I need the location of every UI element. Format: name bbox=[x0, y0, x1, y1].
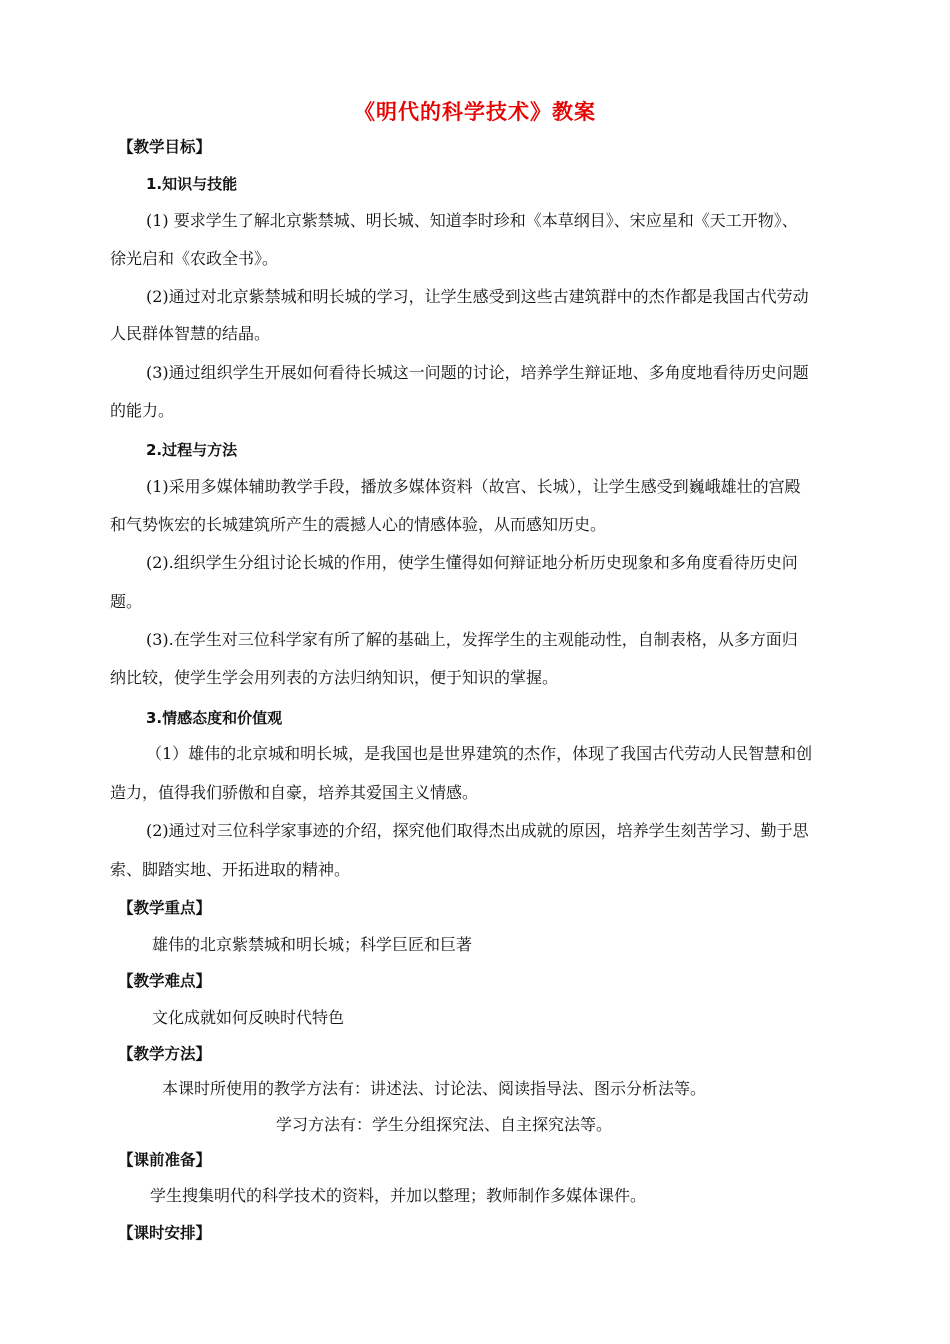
paragraph-line: (1)采用多媒体辅助教学手段，播放多媒体资料（故宫、长城），让学生感受到巍峨雄壮的宫殿 bbox=[146, 477, 801, 496]
method-text-2: 学习方法有：学生分组探究法、自主探究法等。 bbox=[276, 1115, 613, 1134]
paragraph-line: (1) 要求学生了解北京紫禁城、明长城、知道李时珍和《本草纲目》、宋应星和《天工开物》、 bbox=[146, 211, 798, 230]
heading-key-points: 【教学重点】 bbox=[118, 899, 212, 917]
paragraph-line: 的能力。 bbox=[110, 401, 175, 420]
paragraph-line: (3)通过组织学生开展如何看待长城这一问题的讨论，培养学生辩证地、多角度地看待历史问题 bbox=[146, 363, 809, 382]
subheading-emotion-values: 3.情感态度和价值观 bbox=[146, 709, 283, 727]
heading-difficulty: 【教学难点】 bbox=[118, 972, 212, 990]
document-title: 《明代的科学技术》教案 bbox=[354, 100, 596, 124]
paragraph-line: 索、脚踏实地、开拓进取的精神。 bbox=[110, 860, 351, 879]
paragraph-line: 造力，值得我们骄傲和自豪，培养其爱国主义情感。 bbox=[110, 783, 479, 802]
paragraph-line: (2)通过对三位科学家事迹的介绍，探究他们取得杰出成就的原因，培养学生刻苦学习、勤于思 bbox=[146, 821, 809, 840]
paragraph-line: (2).组织学生分组讨论长城的作用，使学生懂得如何辩证地分析历史现象和多角度看待历史问 bbox=[146, 553, 798, 572]
paragraph-line: 徐光启和《农政全书》。 bbox=[110, 249, 279, 268]
paragraph-line: 题。 bbox=[110, 592, 143, 611]
paragraph-line: 纳比较，使学生学会用列表的方法归纳知识，便于知识的掌握。 bbox=[110, 668, 559, 687]
subheading-process-method: 2.过程与方法 bbox=[146, 441, 238, 459]
paragraph-line: (3).在学生对三位科学家有所了解的基础上，发挥学生的主观能动性，自制表格，从多方面归 bbox=[146, 630, 798, 649]
paragraph-line: 人民群体智慧的结晶。 bbox=[110, 324, 271, 343]
difficulty-text: 文化成就如何反映时代特色 bbox=[152, 1008, 345, 1027]
key-points-text: 雄伟的北京紫禁城和明长城；科学巨匠和巨著 bbox=[152, 935, 473, 954]
subheading-knowledge-skills: 1.知识与技能 bbox=[146, 175, 238, 193]
preparation-text: 学生搜集明代的科学技术的资料，并加以整理；教师制作多媒体课件。 bbox=[150, 1186, 647, 1205]
paragraph-line: （1）雄伟的北京城和明长城，是我国也是世界建筑的杰作，体现了我国古代劳动人民智慧和创 bbox=[146, 744, 813, 763]
heading-teaching-method: 【教学方法】 bbox=[118, 1045, 212, 1063]
heading-schedule: 【课时安排】 bbox=[118, 1224, 212, 1242]
heading-teaching-goals: 【教学目标】 bbox=[118, 138, 212, 156]
method-text-1: 本课时所使用的教学方法有：讲述法、讨论法、阅读指导法、图示分析法等。 bbox=[162, 1079, 707, 1098]
paragraph-line: (2)通过对北京紫禁城和明长城的学习，让学生感受到这些古建筑群中的杰作都是我国古代劳动 bbox=[146, 287, 809, 306]
paragraph-line: 和气势恢宏的长城建筑所产生的震撼人心的情感体验，从而感知历史。 bbox=[110, 515, 607, 534]
heading-preparation: 【课前准备】 bbox=[118, 1151, 212, 1169]
